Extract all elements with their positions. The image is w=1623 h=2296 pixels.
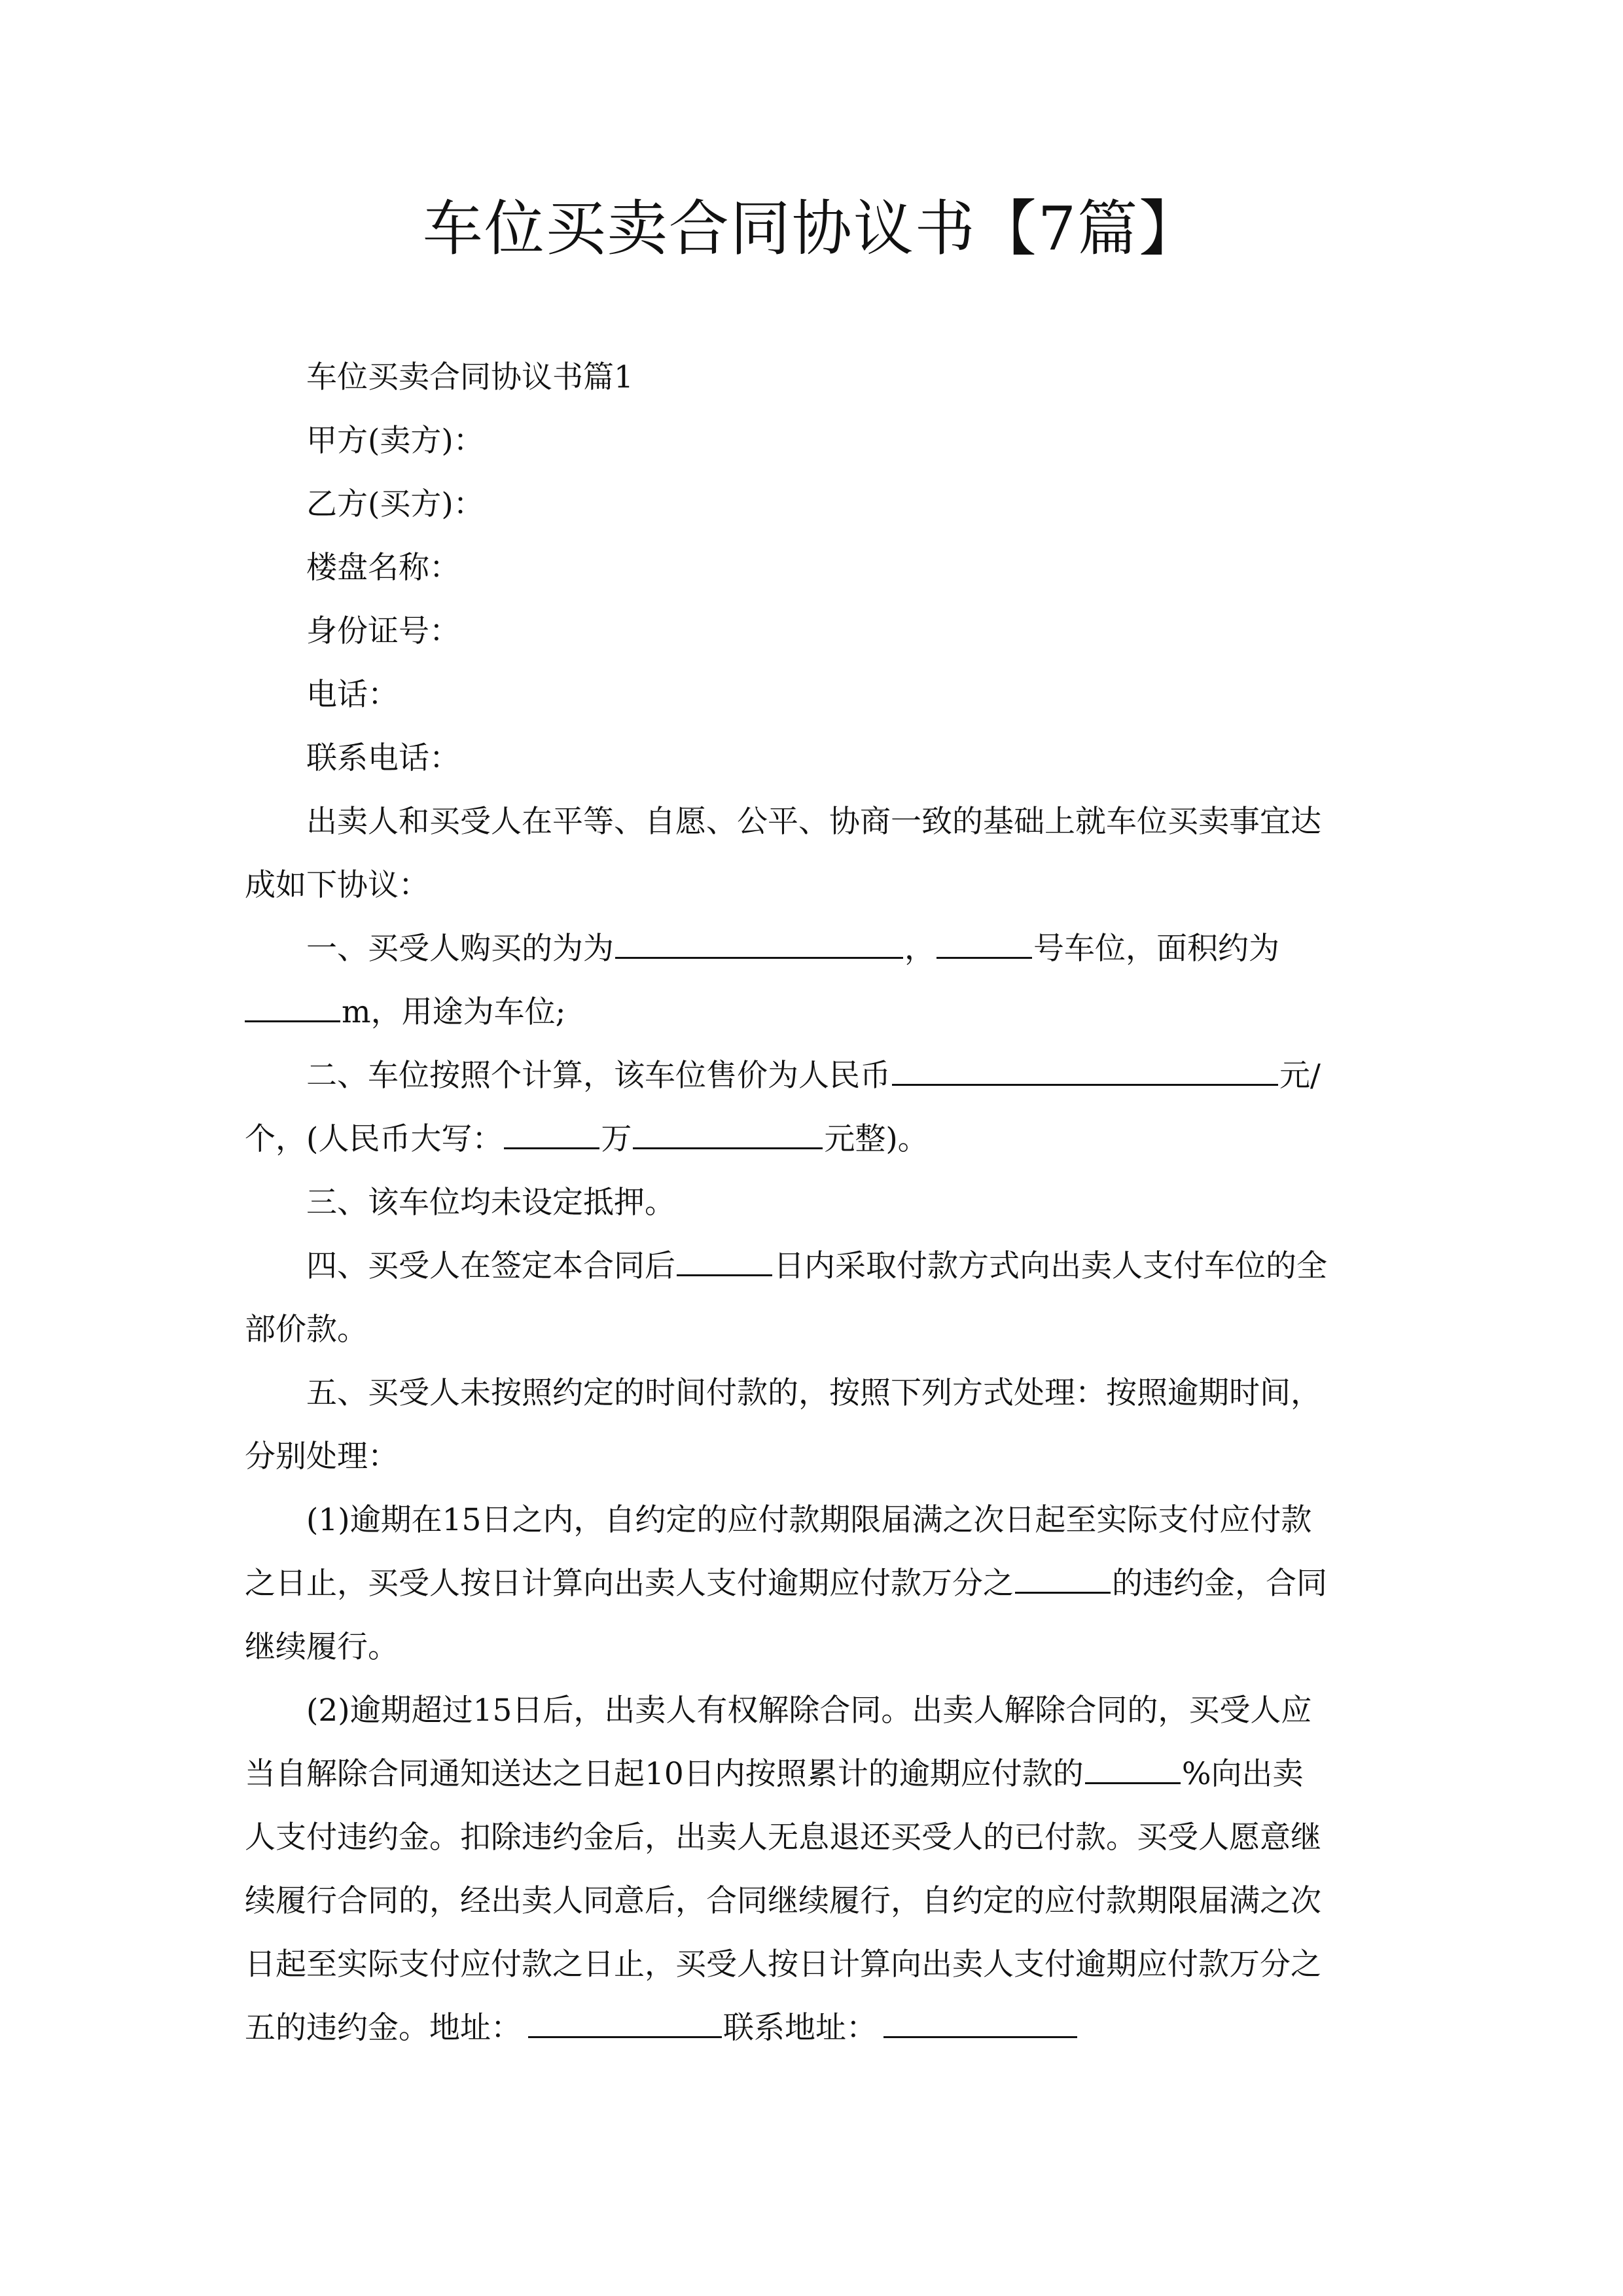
clause-1-line-2 xyxy=(245,980,1383,1044)
price-wan-blank[interactable] xyxy=(504,1121,599,1149)
sub-2-line-5: 日起至实际支付应付款之日止，买受人按日计算向出卖人支付逾期应付款万分之 xyxy=(245,1946,1321,1982)
parking-number-blank[interactable] xyxy=(936,931,1032,959)
price-blank[interactable] xyxy=(892,1058,1278,1086)
preamble-text-1: 出卖人和买受人在平等、自愿、公平、协商一致的基础上就车位买卖事宜达 xyxy=(306,804,1321,840)
clause-2-text-e: 元整)。 xyxy=(824,1121,929,1157)
property-name-field: 楼盘名称： xyxy=(306,550,460,586)
clause-2-text-a: 二、车位按照个计算，该车位售价为人民币 xyxy=(306,1058,891,1094)
contact-phone-field: 联系电话： xyxy=(306,740,460,776)
sub-2-line-3: 人支付违约金。扣除违约金后，出卖人无息退还买受人的已付款。买受人愿意继 xyxy=(245,1820,1321,1856)
sub-1-line-2 xyxy=(245,1552,1383,1615)
sub-2-line-2 xyxy=(245,1742,1383,1806)
price-yuan-blank[interactable] xyxy=(633,1121,823,1149)
sub-2-text-address: 五的违约金。地址： xyxy=(245,2010,522,2046)
party-a-field: 甲方(卖方)： xyxy=(306,423,484,459)
clause-3: 三、该车位均未设定抵押。 xyxy=(306,1185,675,1221)
clause-2-line-2 xyxy=(245,1107,1383,1171)
sub-1-text-a: 之日止，买受人按日计算向出卖人支付逾期应付款万分之 xyxy=(245,1566,1014,1602)
clause-1-line-1 xyxy=(245,917,1383,980)
document-body xyxy=(245,346,1383,2060)
clause-2-text-d: 万 xyxy=(601,1121,632,1157)
sub-2-text-b: %向出卖 xyxy=(1181,1756,1304,1792)
clause-4-line-1 xyxy=(245,1234,1383,1298)
clause-2-text-b: 元/ xyxy=(1279,1058,1321,1094)
phone-field: 电话： xyxy=(306,677,399,713)
clause-4-text-a: 四、买受人在签定本合同后 xyxy=(306,1248,675,1284)
penalty-percent-blank[interactable] xyxy=(1085,1756,1181,1784)
sub-2-line-6 xyxy=(245,1996,1383,2060)
preamble-line-2: 成如下协议： xyxy=(245,867,429,903)
sub-1-line-3: 继续履行。 xyxy=(245,1629,399,1665)
document-title: 车位买卖合同协议书【7篇】 xyxy=(422,194,1201,264)
clause-1-text-d: m，用途为车位; xyxy=(342,994,566,1030)
sub-1-text-b: 的违约金，合同 xyxy=(1112,1566,1327,1602)
sub-2-line-4: 续履行合同的，经出卖人同意后，合同继续履行，自约定的应付款期限届满之次 xyxy=(245,1883,1321,1919)
contact-address-blank[interactable] xyxy=(883,2010,1077,2038)
clause-1-text-c: 号车位，面积约为 xyxy=(1033,931,1279,967)
address-blank[interactable] xyxy=(528,2010,722,2038)
area-blank[interactable] xyxy=(245,994,340,1022)
sub-2-line-1: (2)逾期超过15日后，出卖人有权解除合同。出卖人解除合同的，买受人应 xyxy=(306,1693,1312,1729)
preamble-line-1 xyxy=(245,790,1383,853)
payment-days-blank[interactable] xyxy=(677,1248,772,1276)
clause-1-text-a: 一、买受人购买的为为 xyxy=(306,931,614,967)
parking-location-blank[interactable] xyxy=(615,931,903,959)
clause-4-line-2: 部价款。 xyxy=(245,1312,368,1348)
clause-1-text-b: ， xyxy=(904,931,935,967)
sub-2-text-contact-address: 联系地址： xyxy=(723,2010,877,2046)
sub-1-line-1: (1)逾期在15日之内，自约定的应付款期限届满之次日起至实际支付应付款 xyxy=(306,1502,1312,1538)
party-b-field: 乙方(买方)： xyxy=(306,486,484,522)
clause-5-line-2: 分别处理： xyxy=(245,1439,399,1475)
sub-2-text-a: 当自解除合同通知送达之日起10日内按照累计的逾期应付款的 xyxy=(245,1756,1084,1792)
clause-5-line-1: 五、买受人未按照约定的时间付款的，按照下列方式处理：按照逾期时间， xyxy=(306,1375,1321,1411)
clause-2-line-1 xyxy=(245,1044,1383,1107)
clause-4-text-b: 日内采取付款方式向出卖人支付车位的全 xyxy=(774,1248,1327,1284)
id-number-field: 身份证号： xyxy=(306,613,460,649)
section-heading: 车位买卖合同协议书篇1 xyxy=(306,359,633,395)
clause-2-text-c: 个，(人民币大写： xyxy=(245,1121,503,1157)
penalty-rate-blank[interactable] xyxy=(1015,1566,1111,1594)
